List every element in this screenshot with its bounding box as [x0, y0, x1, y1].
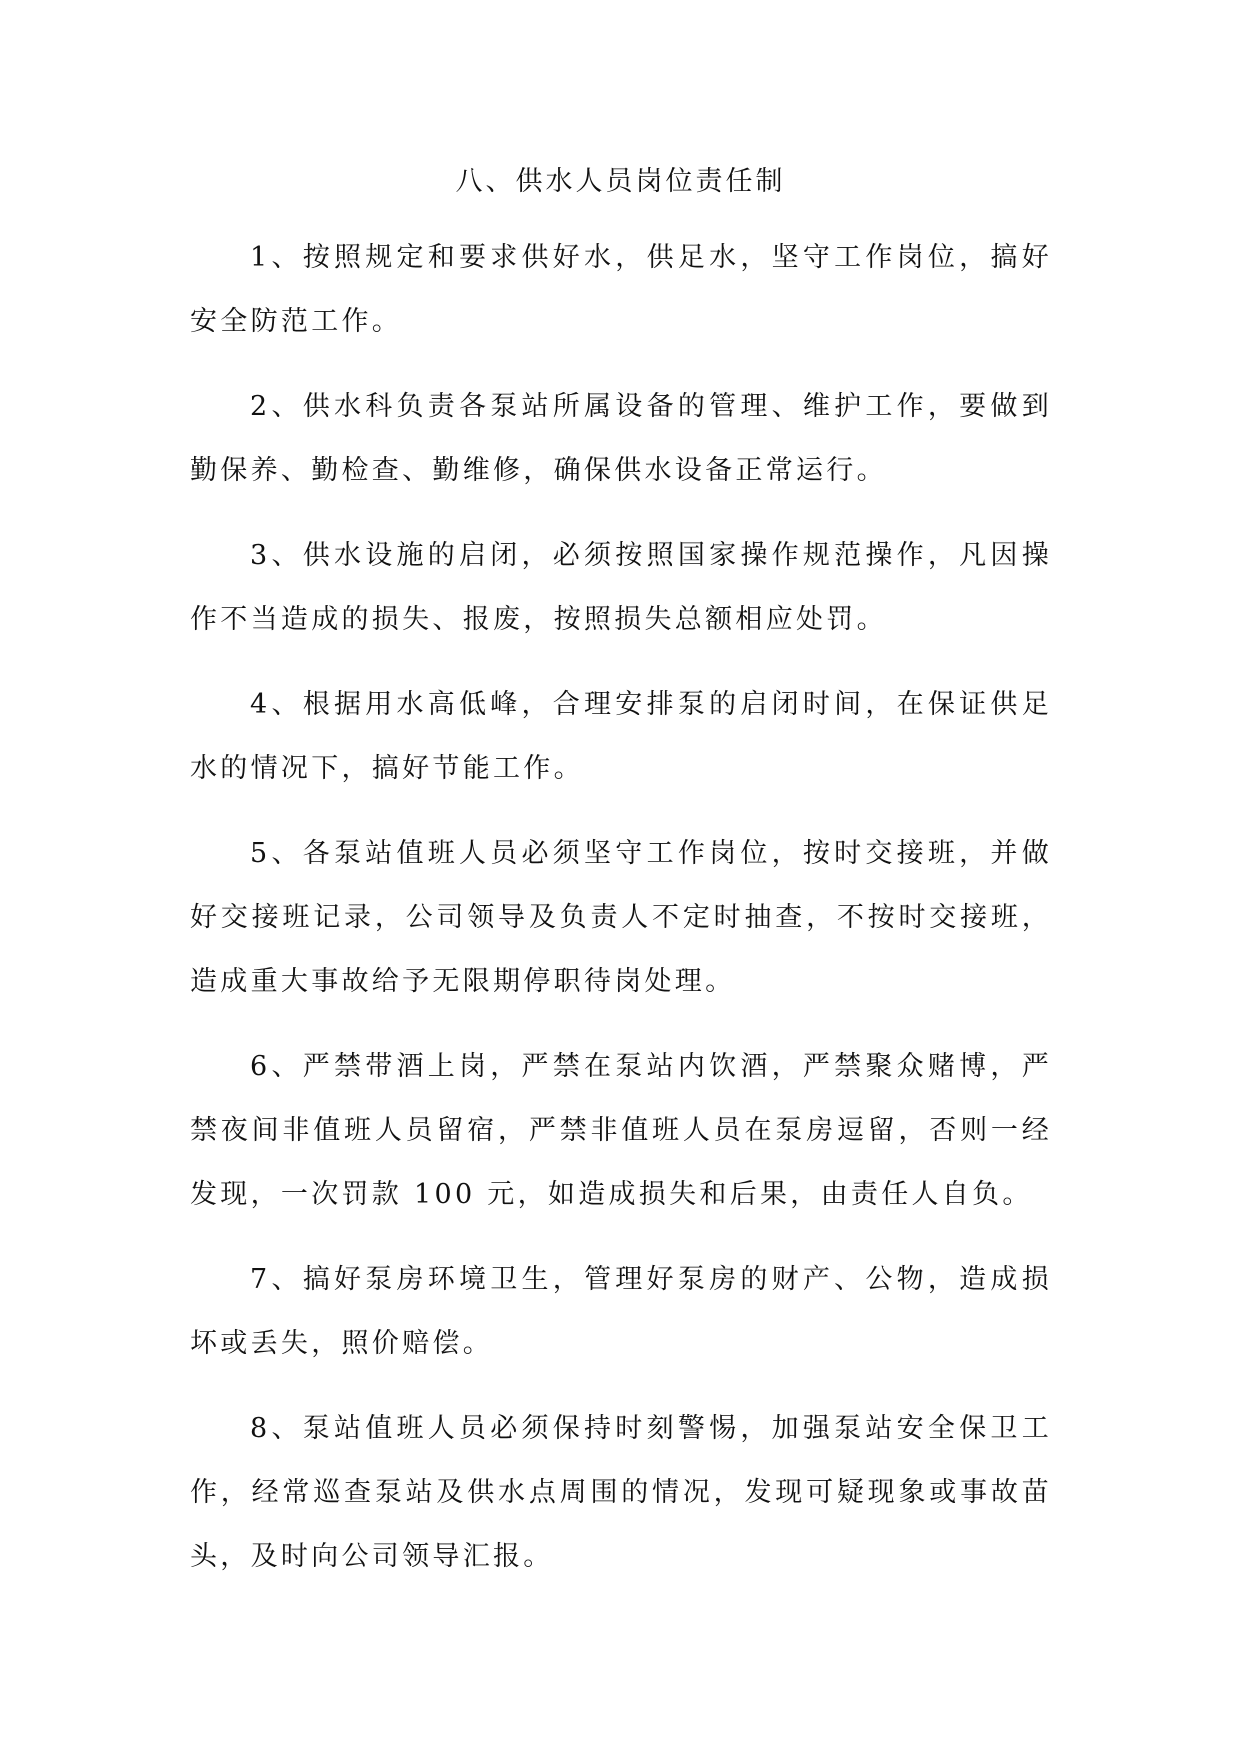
paragraph-5: 5、各泵站值班人员必须坚守工作岗位，按时交接班，并做好交接班记录，公司领导及负责人不定时抽查，不按时交接班，造成重大事故给予无限期停职待岗处理。 — [190, 838, 1052, 997]
paragraph-6: 6、严禁带酒上岗，严禁在泵站内饮酒，严禁聚众赌博，严禁夜间非值班人员留宿，严禁非值班人员在泵房逗留，否则一经发现，一次罚款 100 元，如造成损失和后果，由责任人自负。 — [190, 1051, 1052, 1210]
paragraph-4: 4、根据用水高低峰，合理安排泵的启闭时间，在保证供足水的情况下，搞好节能工作。 — [190, 689, 1052, 784]
paragraph-3: 3、供水设施的启闭，必须按照国家操作规范操作，凡因操作不当造成的损失、报废，按照损失总额相应处罚。 — [190, 540, 1052, 635]
paragraph-1: 1、按照规定和要求供好水，供足水，坚守工作岗位，搞好安全防范工作。 — [190, 242, 1052, 337]
document-title: 八、供水人员岗位责任制 — [455, 166, 786, 197]
paragraph-7: 7、搞好泵房环境卫生，管理好泵房的财产、公物，造成损坏或丢失，照价赔偿。 — [190, 1264, 1052, 1359]
document-body — [190, 226, 1052, 1610]
paragraph-8: 8、泵站值班人员必须保持时刻警惕，加强泵站安全保卫工作，经常巡查泵站及供水点周围的情况，发现可疑现象或事故苗头，及时向公司领导汇报。 — [190, 1413, 1052, 1572]
paragraph-2: 2、供水科负责各泵站所属设备的管理、维护工作，要做到勤保养、勤检查、勤维修，确保供水设备正常运行。 — [190, 391, 1052, 486]
